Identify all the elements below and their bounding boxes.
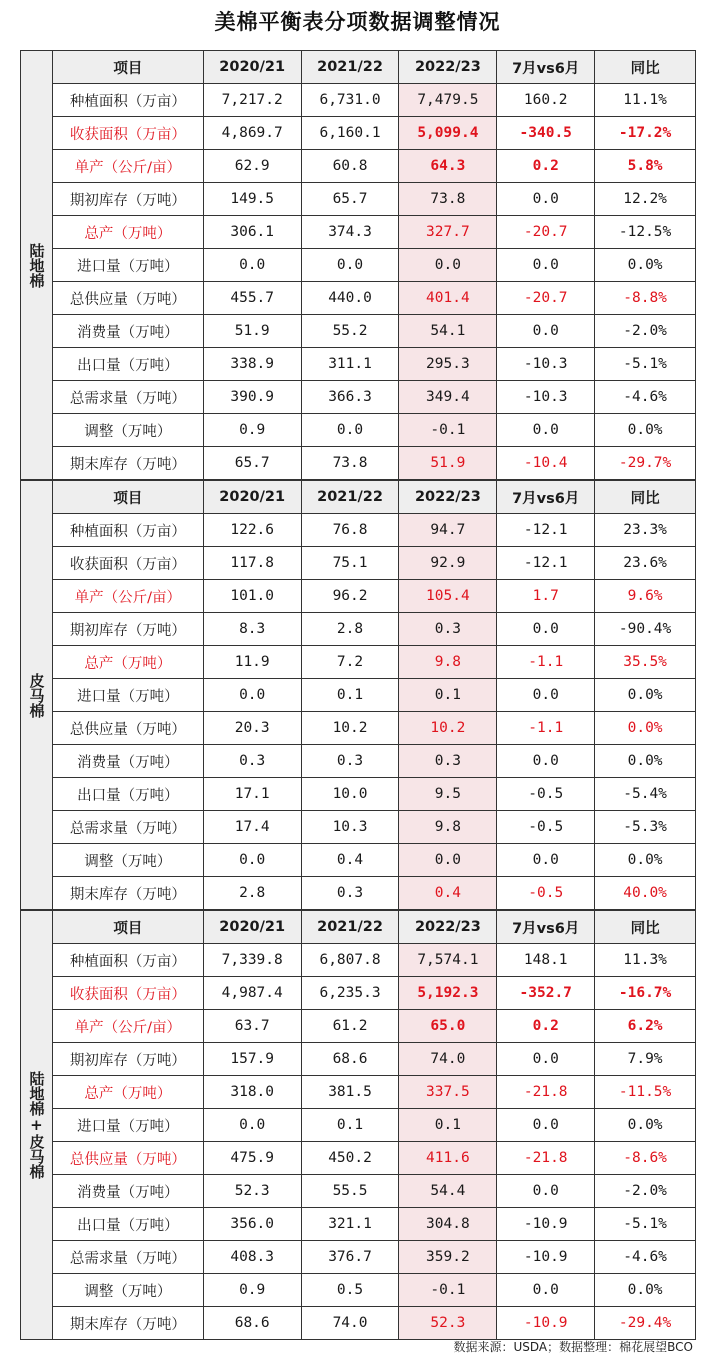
row-label: 消费量（万吨） [52, 745, 203, 778]
table-cell: 6,731.0 [301, 84, 399, 117]
table-cell: 68.6 [301, 1043, 399, 1076]
column-header: 2020/21 [203, 51, 301, 84]
table-cell: 157.9 [203, 1043, 301, 1076]
table-cell: 52.3 [203, 1175, 301, 1208]
table-cell: 101.0 [203, 580, 301, 613]
table-row [21, 1241, 696, 1274]
column-header: 2022/23 [399, 481, 497, 514]
table-row [21, 547, 696, 580]
table-cell: -5.4% [595, 778, 696, 811]
table-row [21, 216, 696, 249]
row-label: 总产（万吨） [52, 1076, 203, 1109]
table-row [21, 150, 696, 183]
table-cell: -1.1 [497, 646, 595, 679]
table-cell: 51.9 [203, 315, 301, 348]
row-label: 进口量（万吨） [52, 249, 203, 282]
table-cell: 10.2 [301, 712, 399, 745]
table-cell: 54.1 [399, 315, 497, 348]
table-row [21, 84, 696, 117]
table-cell: 0.0 [301, 249, 399, 282]
row-label: 总供应量（万吨） [52, 1142, 203, 1175]
table-row [21, 117, 696, 150]
row-label: 总产（万吨） [52, 646, 203, 679]
table-cell: -11.5% [595, 1076, 696, 1109]
table-cell: 0.0% [595, 1109, 696, 1142]
table-cell: 321.1 [301, 1208, 399, 1241]
table-cell: 6,807.8 [301, 944, 399, 977]
table-row [21, 183, 696, 216]
table-cell: 6,235.3 [301, 977, 399, 1010]
table-cell: 337.5 [399, 1076, 497, 1109]
table-cell: 455.7 [203, 282, 301, 315]
table-cell: -1.1 [497, 712, 595, 745]
table-cell: 40.0% [595, 877, 696, 910]
row-label: 期初库存（万吨） [52, 613, 203, 646]
table-cell: -90.4% [595, 613, 696, 646]
row-label: 单产（公斤/亩） [52, 150, 203, 183]
table-cell: -12.1 [497, 514, 595, 547]
table-cell: -20.7 [497, 216, 595, 249]
table-cell: 0.0 [399, 249, 497, 282]
table-cell: 304.8 [399, 1208, 497, 1241]
table-header-row [21, 481, 696, 514]
table-row [21, 844, 696, 877]
row-label: 期末库存（万吨） [52, 877, 203, 910]
table-row [21, 977, 696, 1010]
row-label: 总供应量（万吨） [52, 282, 203, 315]
table-cell: 61.2 [301, 1010, 399, 1043]
column-header: 7月vs6月 [497, 51, 595, 84]
table-row [21, 1175, 696, 1208]
table-cell: 9.8 [399, 646, 497, 679]
row-label: 期末库存（万吨） [52, 447, 203, 480]
source-footnote: 数据来源：USDA；数据整理：棉花展望BCO [453, 1340, 693, 1354]
section-table [20, 50, 696, 480]
table-cell: 7,574.1 [399, 944, 497, 977]
column-header: 2020/21 [203, 481, 301, 514]
table-cell: 0.5 [301, 1274, 399, 1307]
table-cell: -10.4 [497, 447, 595, 480]
table-row [21, 414, 696, 447]
column-header: 2022/23 [399, 51, 497, 84]
table-cell: 55.2 [301, 315, 399, 348]
table-cell: -0.5 [497, 877, 595, 910]
table-cell: 62.9 [203, 150, 301, 183]
table-cell: 11.1% [595, 84, 696, 117]
table-cell: 35.5% [595, 646, 696, 679]
row-label: 种植面积（万亩） [52, 514, 203, 547]
table-row [21, 679, 696, 712]
table-cell: 105.4 [399, 580, 497, 613]
table-cell: 0.3 [203, 745, 301, 778]
table-cell: 17.1 [203, 778, 301, 811]
table-cell: 0.9 [203, 414, 301, 447]
table-cell: 0.0 [203, 679, 301, 712]
table-cell: 65.0 [399, 1010, 497, 1043]
table-cell: -12.5% [595, 216, 696, 249]
table-cell: 122.6 [203, 514, 301, 547]
table-row [21, 613, 696, 646]
table-cell: -4.6% [595, 1241, 696, 1274]
table-cell: 12.2% [595, 183, 696, 216]
table-header-row [21, 911, 696, 944]
table-cell: 96.2 [301, 580, 399, 613]
row-label: 消费量（万吨） [52, 1175, 203, 1208]
table-cell: 0.0 [497, 679, 595, 712]
table-cell: 75.1 [301, 547, 399, 580]
table-cell: -8.8% [595, 282, 696, 315]
column-header: 7月vs6月 [497, 911, 595, 944]
table-cell: 408.3 [203, 1241, 301, 1274]
table-cell: -2.0% [595, 1175, 696, 1208]
table-cell: 76.8 [301, 514, 399, 547]
column-header: 项目 [52, 481, 203, 514]
row-label: 总需求量（万吨） [52, 381, 203, 414]
table-cell: 6,160.1 [301, 117, 399, 150]
table-cell: 11.3% [595, 944, 696, 977]
table-cell: 60.8 [301, 150, 399, 183]
table-cell: -20.7 [497, 282, 595, 315]
row-label: 调整（万吨） [52, 414, 203, 447]
row-label: 收获面积（万亩） [52, 977, 203, 1010]
row-label: 消费量（万吨） [52, 315, 203, 348]
table-cell: 10.0 [301, 778, 399, 811]
table-row [21, 1043, 696, 1076]
table-cell: 64.3 [399, 150, 497, 183]
row-label: 期末库存（万吨） [52, 1307, 203, 1340]
table-row [21, 944, 696, 977]
table-row [21, 315, 696, 348]
section-name: 皮马棉 [21, 481, 53, 910]
table-cell: 0.9 [203, 1274, 301, 1307]
section-table [20, 910, 696, 1340]
row-label: 调整（万吨） [52, 1274, 203, 1307]
section-name: 陆地棉+皮马棉 [21, 911, 53, 1340]
table-row [21, 778, 696, 811]
table-cell: 0.3 [301, 877, 399, 910]
table-row [21, 646, 696, 679]
table-cell: -29.4% [595, 1307, 696, 1340]
table-cell: 0.0% [595, 679, 696, 712]
table-cell: 4,869.7 [203, 117, 301, 150]
table-cell: -8.6% [595, 1142, 696, 1175]
table-row [21, 1109, 696, 1142]
table-cell: 23.6% [595, 547, 696, 580]
table-cell: 0.4 [399, 877, 497, 910]
table-cell: 92.9 [399, 547, 497, 580]
row-label: 进口量（万吨） [52, 1109, 203, 1142]
row-label: 出口量（万吨） [52, 1208, 203, 1241]
table-cell: 65.7 [203, 447, 301, 480]
page-title: 美棉平衡表分项数据调整情况 [214, 10, 501, 34]
column-header: 2020/21 [203, 911, 301, 944]
table-cell: 0.0% [595, 1274, 696, 1307]
table-cell: -10.3 [497, 348, 595, 381]
table-cell: 0.0% [595, 745, 696, 778]
row-label: 收获面积（万亩） [52, 547, 203, 580]
table-cell: 318.0 [203, 1076, 301, 1109]
column-header: 2022/23 [399, 911, 497, 944]
table-cell: 74.0 [301, 1307, 399, 1340]
table-row [21, 249, 696, 282]
table-cell: 4,987.4 [203, 977, 301, 1010]
table-cell: 0.0 [497, 844, 595, 877]
section-table [20, 480, 696, 910]
table-cell: 366.3 [301, 381, 399, 414]
table-cell: 55.5 [301, 1175, 399, 1208]
column-header: 同比 [595, 51, 696, 84]
row-label: 期初库存（万吨） [52, 183, 203, 216]
table-cell: -4.6% [595, 381, 696, 414]
column-header: 2021/22 [301, 911, 399, 944]
row-label: 总产（万吨） [52, 216, 203, 249]
table-cell: 0.0 [497, 1274, 595, 1307]
column-header: 2021/22 [301, 51, 399, 84]
table-cell: -10.9 [497, 1208, 595, 1241]
table-cell: 54.4 [399, 1175, 497, 1208]
table-cell: 7,217.2 [203, 84, 301, 117]
table-cell: 9.8 [399, 811, 497, 844]
table-cell: 7,479.5 [399, 84, 497, 117]
table-cell: -10.3 [497, 381, 595, 414]
table-cell: 0.0 [203, 249, 301, 282]
table-cell: -0.1 [399, 414, 497, 447]
table-cell: 0.1 [399, 679, 497, 712]
section-name: 陆地棉 [21, 51, 53, 480]
table-cell: 295.3 [399, 348, 497, 381]
table-cell: 117.8 [203, 547, 301, 580]
table-cell: -352.7 [497, 977, 595, 1010]
table-cell: 475.9 [203, 1142, 301, 1175]
table-row [21, 282, 696, 315]
table-cell: 0.0 [203, 1109, 301, 1142]
table-cell: -0.5 [497, 778, 595, 811]
table-cell: 376.7 [301, 1241, 399, 1274]
table-cell: 0.0 [497, 1175, 595, 1208]
row-label: 调整（万吨） [52, 844, 203, 877]
table-cell: 1.7 [497, 580, 595, 613]
table-cell: 2.8 [203, 877, 301, 910]
table-cell: 327.7 [399, 216, 497, 249]
table-cell: 0.2 [497, 1010, 595, 1043]
table-cell: 0.0 [497, 1109, 595, 1142]
table-cell: 94.7 [399, 514, 497, 547]
table-cell: 390.9 [203, 381, 301, 414]
table-cell: 73.8 [301, 447, 399, 480]
table-cell: 0.1 [301, 679, 399, 712]
table-cell: 440.0 [301, 282, 399, 315]
table-cell: 381.5 [301, 1076, 399, 1109]
table-cell: -0.5 [497, 811, 595, 844]
table-cell: 401.4 [399, 282, 497, 315]
row-label: 种植面积（万亩） [52, 84, 203, 117]
table-cell: 0.0 [497, 745, 595, 778]
table-cell: 0.1 [399, 1109, 497, 1142]
table-cell: 63.7 [203, 1010, 301, 1043]
table-cell: 0.0 [497, 1043, 595, 1076]
table-cell: 0.0% [595, 249, 696, 282]
table-cell: 74.0 [399, 1043, 497, 1076]
table-cell: 349.4 [399, 381, 497, 414]
table-cell: 0.0% [595, 414, 696, 447]
table-cell: 23.3% [595, 514, 696, 547]
table-cell: 359.2 [399, 1241, 497, 1274]
table-cell: 311.1 [301, 348, 399, 381]
table-cell: -12.1 [497, 547, 595, 580]
table-cell: 0.0 [497, 315, 595, 348]
table-cell: 338.9 [203, 348, 301, 381]
table-cell: 0.0 [399, 844, 497, 877]
table-cell: 65.7 [301, 183, 399, 216]
table-row [21, 1307, 696, 1340]
table-row [21, 580, 696, 613]
table-cell: 411.6 [399, 1142, 497, 1175]
table-cell: 7.9% [595, 1043, 696, 1076]
column-header: 项目 [52, 911, 203, 944]
table-cell: 0.0 [497, 613, 595, 646]
table-cell: -16.7% [595, 977, 696, 1010]
column-header: 同比 [595, 911, 696, 944]
table-row [21, 1142, 696, 1175]
table-cell: 73.8 [399, 183, 497, 216]
table-cell: 0.0% [595, 844, 696, 877]
table-cell: -10.9 [497, 1307, 595, 1340]
row-label: 期初库存（万吨） [52, 1043, 203, 1076]
row-label: 种植面积（万亩） [52, 944, 203, 977]
table-cell: 6.2% [595, 1010, 696, 1043]
table-cell: -5.1% [595, 348, 696, 381]
table-cell: 374.3 [301, 216, 399, 249]
row-label: 出口量（万吨） [52, 348, 203, 381]
row-label: 单产（公斤/亩） [52, 580, 203, 613]
table-row [21, 811, 696, 844]
table-row [21, 745, 696, 778]
balance-sheet-tables [20, 50, 696, 1340]
row-label: 单产（公斤/亩） [52, 1010, 203, 1043]
table-cell: 10.3 [301, 811, 399, 844]
row-label: 总需求量（万吨） [52, 1241, 203, 1274]
table-cell: 0.1 [301, 1109, 399, 1142]
table-cell: 5,192.3 [399, 977, 497, 1010]
table-header-row [21, 51, 696, 84]
table-cell: 0.3 [399, 745, 497, 778]
table-row [21, 447, 696, 480]
table-cell: 7.2 [301, 646, 399, 679]
table-cell: 149.5 [203, 183, 301, 216]
table-cell: 5.8% [595, 150, 696, 183]
row-label: 进口量（万吨） [52, 679, 203, 712]
table-row [21, 514, 696, 547]
table-cell: 10.2 [399, 712, 497, 745]
table-cell: 5,099.4 [399, 117, 497, 150]
table-cell: 0.0 [497, 414, 595, 447]
row-label: 总供应量（万吨） [52, 712, 203, 745]
column-header: 7月vs6月 [497, 481, 595, 514]
table-cell: -5.1% [595, 1208, 696, 1241]
table-row [21, 348, 696, 381]
table-cell: 0.4 [301, 844, 399, 877]
row-label: 总需求量（万吨） [52, 811, 203, 844]
table-row [21, 1076, 696, 1109]
table-cell: 51.9 [399, 447, 497, 480]
table-cell: 0.3 [399, 613, 497, 646]
table-cell: 52.3 [399, 1307, 497, 1340]
table-row [21, 381, 696, 414]
table-cell: 0.3 [301, 745, 399, 778]
table-cell: 0.0 [203, 844, 301, 877]
table-cell: 7,339.8 [203, 944, 301, 977]
table-cell: 0.2 [497, 150, 595, 183]
table-cell: -21.8 [497, 1076, 595, 1109]
table-cell: 20.3 [203, 712, 301, 745]
table-cell: 0.0 [497, 183, 595, 216]
table-cell: 160.2 [497, 84, 595, 117]
table-cell: 0.0% [595, 712, 696, 745]
table-cell: 148.1 [497, 944, 595, 977]
table-cell: 0.0 [497, 249, 595, 282]
column-header: 同比 [595, 481, 696, 514]
table-cell: -340.5 [497, 117, 595, 150]
table-cell: 306.1 [203, 216, 301, 249]
table-cell: -17.2% [595, 117, 696, 150]
table-cell: 2.8 [301, 613, 399, 646]
table-cell: -21.8 [497, 1142, 595, 1175]
column-header: 2021/22 [301, 481, 399, 514]
table-row [21, 712, 696, 745]
row-label: 出口量（万吨） [52, 778, 203, 811]
table-cell: 0.0 [301, 414, 399, 447]
table-cell: -5.3% [595, 811, 696, 844]
table-cell: 450.2 [301, 1142, 399, 1175]
table-row [21, 877, 696, 910]
table-cell: 11.9 [203, 646, 301, 679]
table-cell: 8.3 [203, 613, 301, 646]
table-cell: -0.1 [399, 1274, 497, 1307]
table-cell: 9.6% [595, 580, 696, 613]
table-row [21, 1274, 696, 1307]
table-cell: 68.6 [203, 1307, 301, 1340]
table-cell: 356.0 [203, 1208, 301, 1241]
table-row [21, 1010, 696, 1043]
table-row [21, 1208, 696, 1241]
row-label: 收获面积（万亩） [52, 117, 203, 150]
table-cell: -10.9 [497, 1241, 595, 1274]
table-cell: 17.4 [203, 811, 301, 844]
column-header: 项目 [52, 51, 203, 84]
table-cell: -29.7% [595, 447, 696, 480]
table-cell: -2.0% [595, 315, 696, 348]
table-cell: 9.5 [399, 778, 497, 811]
